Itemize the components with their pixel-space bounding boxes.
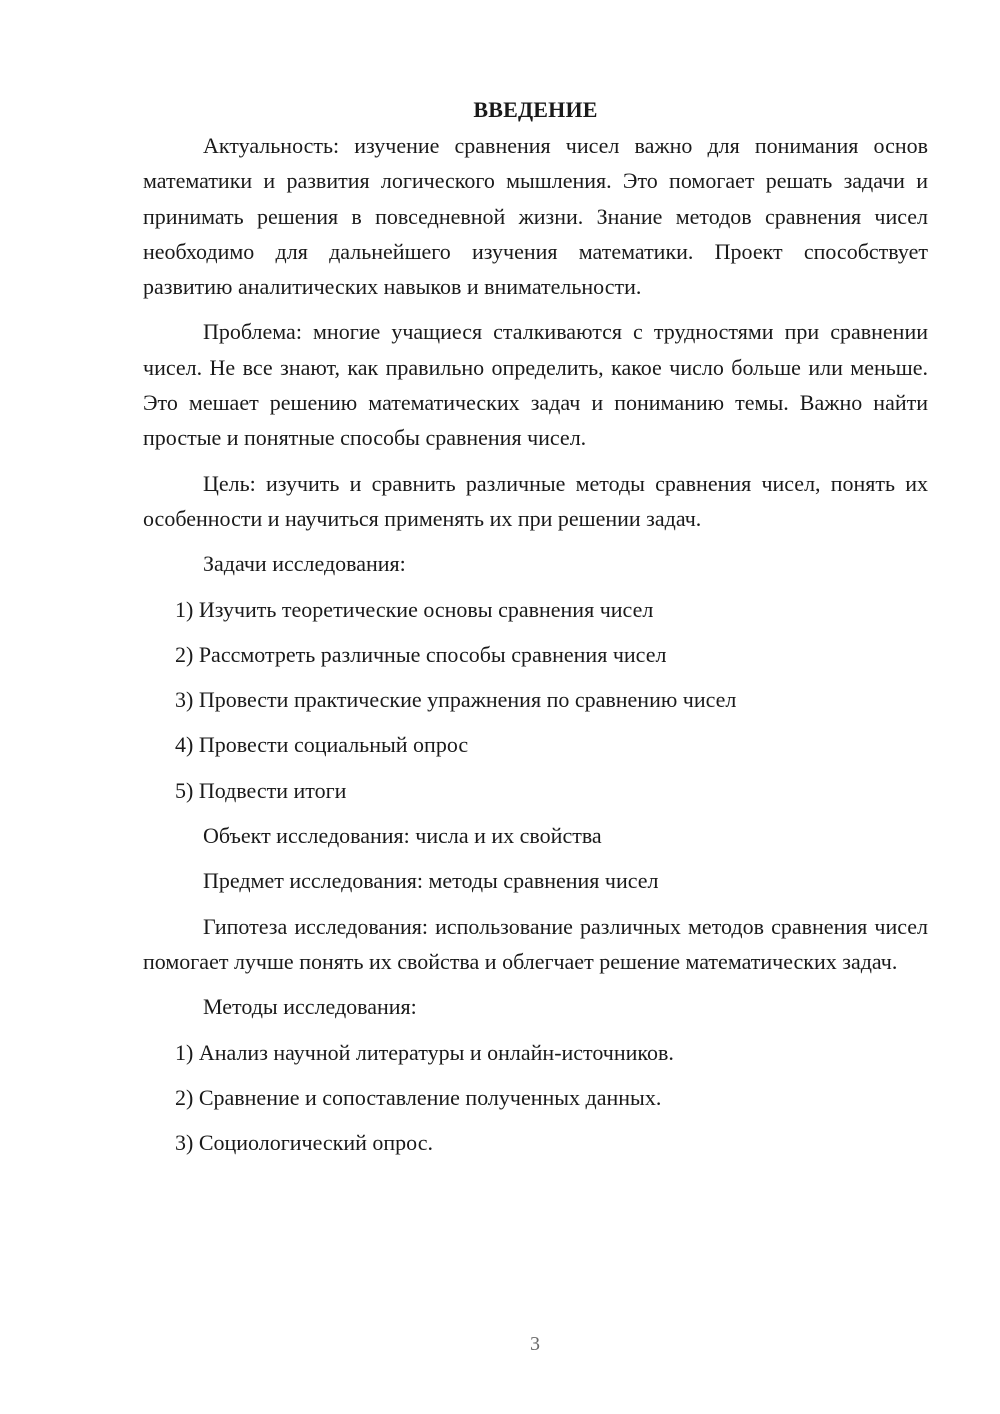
- hypothesis-paragraph: Гипотеза исследования: использование различных методов сравнения чисел помогает лучше понять их свойства и облегчает решение математических задач.: [143, 913, 928, 974]
- relevance-paragraph: Актуальность: изучение сравнения чисел важно для понимания основ математики и развития логического мышления. Это помогает решать задачи и принимать решения в повседневной жизни. Знание методов сравнения чисел необходимо для дальнейшего изучения математики. Проект способствует развитию аналитических навыков и внимательности.: [143, 133, 928, 300]
- list-item: 2) Рассмотреть различные способы сравнения чисел: [175, 641, 667, 667]
- list-item: 1) Анализ научной литературы и онлайн-источников.: [175, 1039, 674, 1065]
- methods-list: [143, 1035, 928, 1161]
- list-item: 4) Провести социальный опрос: [175, 732, 469, 758]
- list-item: 1) Изучить теоретические основы сравнения чисел: [175, 596, 654, 622]
- tasks-list: [143, 592, 928, 808]
- subject-line: Предмет исследования: методы сравнения чисел: [203, 868, 659, 894]
- page-number: 3: [530, 1333, 540, 1355]
- object-line: Объект исследования: числа и их свойства: [203, 823, 602, 849]
- list-item: 3) Социологический опрос.: [175, 1130, 433, 1156]
- document-page: [143, 92, 928, 1160]
- methods-heading: Методы исследования:: [203, 994, 417, 1020]
- problem-paragraph: Проблема: многие учащиеся сталкиваются с трудностями при сравнении чисел. Не все знают, как правильно определить, какое число больше или меньше. Это мешает решению математических задач и пониманию темы. Важно найти простые и понятные способы сравнения чисел.: [143, 319, 928, 451]
- tasks-heading: Задачи исследования:: [203, 551, 406, 577]
- list-item: 3) Провести практические упражнения по сравнению чисел: [175, 687, 737, 713]
- goal-paragraph: Цель: изучить и сравнить различные методы сравнения чисел, понять их особенности и научиться применять их при решении задач.: [143, 470, 928, 531]
- list-item: 5) Подвести итоги: [175, 777, 347, 803]
- list-item: 2) Сравнение и сопоставление полученных данных.: [175, 1084, 662, 1110]
- page-title: ВВЕДЕНИЕ: [473, 97, 598, 122]
